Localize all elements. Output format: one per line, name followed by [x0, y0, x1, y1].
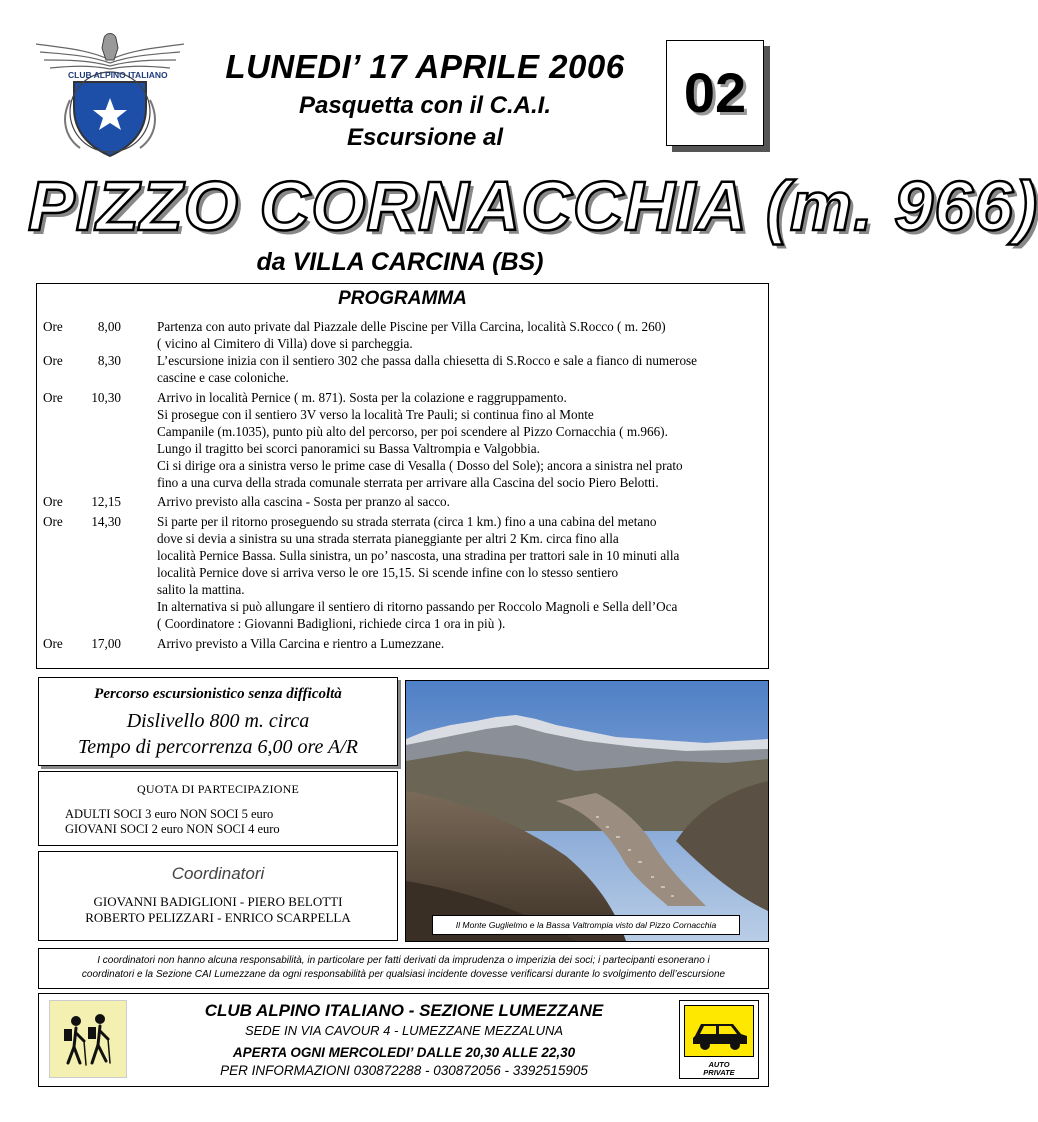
- footer-address: SEDE IN VIA CAVOUR 4 - LUMEZZANE MEZZALUNA: [244, 1023, 564, 1038]
- row-line: salito la mattina.: [157, 582, 245, 597]
- elevation-text: Dislivello 800 m. circa: [126, 710, 310, 732]
- row-line: località Pernice dove si arriva verso le ore 15,15. Si scende infine con lo stesso sentiero: [157, 565, 619, 580]
- issue-number-box: [666, 40, 764, 146]
- footer-contact-info: PER INFORMAZIONI 030872288 - 030872056 - 3392515905: [220, 1063, 588, 1078]
- cai-logo: [30, 30, 190, 165]
- start-location: da VILLA CARCINA (BS): [256, 248, 544, 276]
- row-description: [157, 318, 763, 352]
- row-description: [157, 513, 763, 632]
- landscape-photo: [405, 680, 769, 942]
- footer-club-name: CLUB ALPINO ITALIANO - SEZIONE LUMEZZANE: [204, 1001, 604, 1020]
- row-ore: Ore: [43, 494, 63, 509]
- car-sign-label: [680, 1061, 758, 1077]
- row-line: cascine e case coloniche.: [157, 370, 289, 385]
- page-title: PIZZO CORNACCHIA (m. 966): [28, 167, 1038, 245]
- programme-heading: PROGRAMMA: [338, 288, 467, 309]
- fees-title: QUOTA DI PARTECIPAZIONE: [136, 782, 300, 796]
- row-line: Lungo il tragitto bei scorci panoramici su Bassa Valtrompia e Valgobbia.: [157, 441, 540, 456]
- row-line: Campanile (m.1035), punto più alto del percorso, per poi scendere al Pizzo Cornacchia ( m.966).: [157, 424, 668, 439]
- row-description: [157, 635, 763, 652]
- car-sign-label-line: AUTO: [708, 1060, 730, 1069]
- car-sign-label-line: PRIVATE: [703, 1068, 735, 1077]
- row-line: Arrivo in località Pernice ( m. 871). Sosta per la colazione e raggruppamento.: [157, 390, 567, 405]
- fee-row-adults: ADULTI SOCI 3 euro NON SOCI 5 euro: [65, 807, 274, 821]
- coordinators-line: ROBERTO PELIZZARI - ENRICO SCARPELLA: [85, 910, 351, 925]
- row-time: 17,00: [91, 636, 121, 651]
- event-subtitle-2: Escursione al: [346, 124, 504, 151]
- row-line: L’escursione inizia con il sentiero 302 che passa dalla chiesetta di S.Rocco e sale a fianco di numerose: [157, 353, 698, 368]
- coordinators-title: Coordinatori: [171, 864, 265, 883]
- row-time: 12,15: [91, 494, 121, 509]
- fees-box: [38, 771, 398, 846]
- row-ore: Ore: [43, 319, 63, 334]
- row-description: [157, 389, 763, 491]
- hikers-icon: [49, 1000, 127, 1078]
- row-description: [157, 352, 763, 386]
- programme-box: [36, 283, 769, 669]
- row-line: fino a una curva della strada comunale sterrata per arrivare alla Cascina del socio Piero Belotti.: [157, 475, 659, 490]
- row-time: 10,30: [91, 390, 121, 405]
- disclaimer-line: I coordinatori non hanno alcuna responsabilità, in particolare per fatti derivati da imprudenza o imperizia dei soci; i partecipanti esonerano i: [97, 955, 710, 966]
- logo-text: CLUB ALPINO ITALIANO: [68, 70, 168, 80]
- row-line: ( Coordinatore : Giovanni Badiglioni, richiede circa 1 ora in più ).: [157, 616, 506, 631]
- row-description: [157, 493, 763, 510]
- row-ore: Ore: [43, 514, 63, 529]
- row-ore: Ore: [43, 390, 63, 405]
- row-ore: Ore: [43, 353, 63, 368]
- row-time: 14,30: [91, 514, 121, 529]
- event-date: LUNEDI’ 17 APRILE 2006: [225, 48, 625, 85]
- trip-info-box: [38, 677, 398, 766]
- issue-number: 02: [683, 61, 747, 124]
- row-line: Ci si dirige ora a sinistra verso le prime case di Vesalla ( Dosso del Sole); ancora a sinistra nel prato: [157, 458, 683, 473]
- footer-opening-hours: APERTA OGNI MERCOLEDI’ DALLE 20,30 ALLE 22,30: [232, 1045, 576, 1060]
- row-line: dove si devia a sinistra su una strada sterrata pianeggiante per altri 2 Km. circa fino alla: [157, 531, 619, 546]
- row-line: Arrivo previsto alla cascina - Sosta per pranzo al sacco.: [157, 494, 450, 509]
- row-time: 8,00: [97, 319, 121, 334]
- footer-box: [38, 993, 769, 1087]
- difficulty-text: Percorso escursionistico senza difficoltà: [94, 686, 342, 702]
- row-line: In alternativa si può allungare il sentiero di ritorno passando per Roccolo Magnoli e Sella dell’Oca: [157, 599, 678, 614]
- row-line: Arrivo previsto a Villa Carcina e rientro a Lumezzane.: [157, 636, 445, 651]
- coordinators-line: GIOVANNI BADIGLIONI - PIERO BELOTTI: [93, 894, 343, 909]
- row-line: ( vicino al Cimitero di Villa) dove si parcheggia.: [157, 336, 413, 351]
- car-icon: [684, 1005, 754, 1057]
- coordinators-box: [38, 851, 398, 941]
- private-cars-sign: [679, 1000, 759, 1079]
- row-line: Si parte per il ritorno proseguendo su strada sterrata (circa 1 km.) fino a una cabina del metano: [157, 514, 657, 529]
- photo-caption: Il Monte Guglielmo e la Bassa Valtrompia visto dal Pizzo Cornacchia: [432, 915, 740, 935]
- disclaimer-line: coordinatori e la Sezione CAI Lumezzane da ogni responsabilità per qualsiasi incidente dovesse verificarsi durante lo svolgimento dell’escursione: [81, 969, 726, 980]
- fee-row-youth: GIOVANI SOCI 2 euro NON SOCI 4 euro: [65, 822, 280, 836]
- row-ore: Ore: [43, 636, 63, 651]
- row-time: 8,30: [97, 353, 121, 368]
- row-line: Partenza con auto private dal Piazzale delle Piscine per Villa Carcina, località S.Rocco ( m. 260): [157, 319, 666, 334]
- disclaimer-box: [38, 948, 769, 989]
- duration-text: Tempo di percorrenza 6,00 ore A/R: [78, 736, 358, 758]
- event-subtitle: Pasquetta con il C.A.I.: [298, 92, 552, 119]
- row-line: Si prosegue con il sentiero 3V verso la località Tre Pauli; si continua fino al Monte: [157, 407, 594, 422]
- row-line: località Pernice Bassa. Sulla sinistra, un po’ nascosta, una stradina per trattori sale in 10 minuti alla: [157, 548, 680, 563]
